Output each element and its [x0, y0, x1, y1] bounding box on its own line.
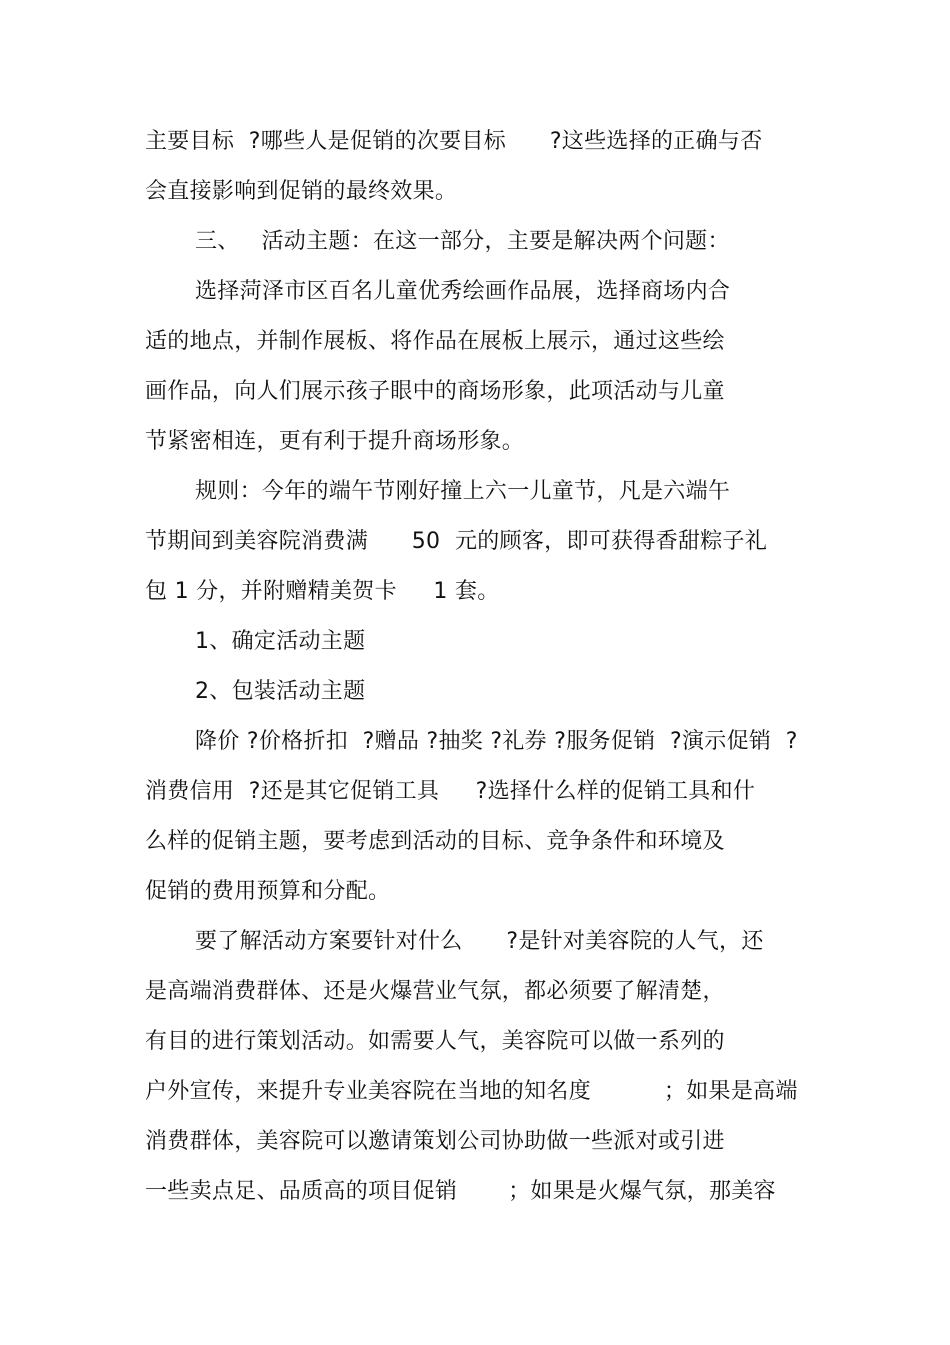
section-heading: 三、 活动主题：在这一部分，主要是解决两个问题： — [195, 229, 730, 254]
text-line: 么样的促销主题，要考虑到活动的目标、竞争条件和环境及 — [145, 829, 725, 854]
text-line: 会直接影响到促销的最终效果。 — [145, 179, 458, 204]
text-line: 适的地点，并制作展板、将作品在展板上展示，通过这些绘 — [145, 329, 725, 354]
text-line: 主要目标 ?哪些人是促销的次要目标 ?这些选择的正确与否 — [145, 129, 763, 154]
text-line: 户外宣传，来提升专业美容院在当地的知名度 ；如果是高端 — [145, 1079, 798, 1104]
text-line: 要了解活动方案要针对什么 ?是针对美容院的人气，还 — [195, 929, 764, 954]
text-line: 消费信用 ?还是其它促销工具 ?选择什么样的促销工具和什 — [145, 779, 756, 804]
text-line: 节期间到美容院消费满 50 元的顾客，即可获得香甜粽子礼 — [145, 529, 768, 554]
text-line: 是高端消费群体、还是火爆营业气氛，都必须要了解清楚， — [145, 979, 725, 1004]
text-line: 消费群体，美容院可以邀请策划公司协助做一些派对或引进 — [145, 1129, 725, 1154]
text-line: 规则：今年的端午节刚好撞上六一儿童节，凡是六端午 — [195, 479, 731, 504]
text-line: 包 1 分，并附赠精美贺卡 1 套。 — [145, 579, 500, 604]
list-item: 2、包装活动主题 — [195, 679, 366, 704]
text-line: 选择菏泽市区百名儿童优秀绘画作品展，选择商场内合 — [195, 279, 731, 304]
text-line: 画作品，向人们展示孩子眼中的商场形象，此项活动与儿童 — [145, 379, 725, 404]
text-line: 促销的费用预算和分配。 — [145, 879, 391, 904]
text-line: 节紧密相连，更有利于提升商场形象。 — [145, 429, 525, 454]
list-item: 1、确定活动主题 — [195, 629, 366, 654]
text-line: 一些卖点足、品质高的项目促销 ；如果是火爆气氛，那美容 — [145, 1179, 776, 1204]
text-line: 有目的进行策划活动。如需要人气，美容院可以做一系列的 — [145, 1029, 725, 1054]
text-line: 降价 ?价格折扣 ?赠品 ?抽奖 ?礼券 ?服务促销 ?演示促销 ? — [195, 729, 798, 754]
